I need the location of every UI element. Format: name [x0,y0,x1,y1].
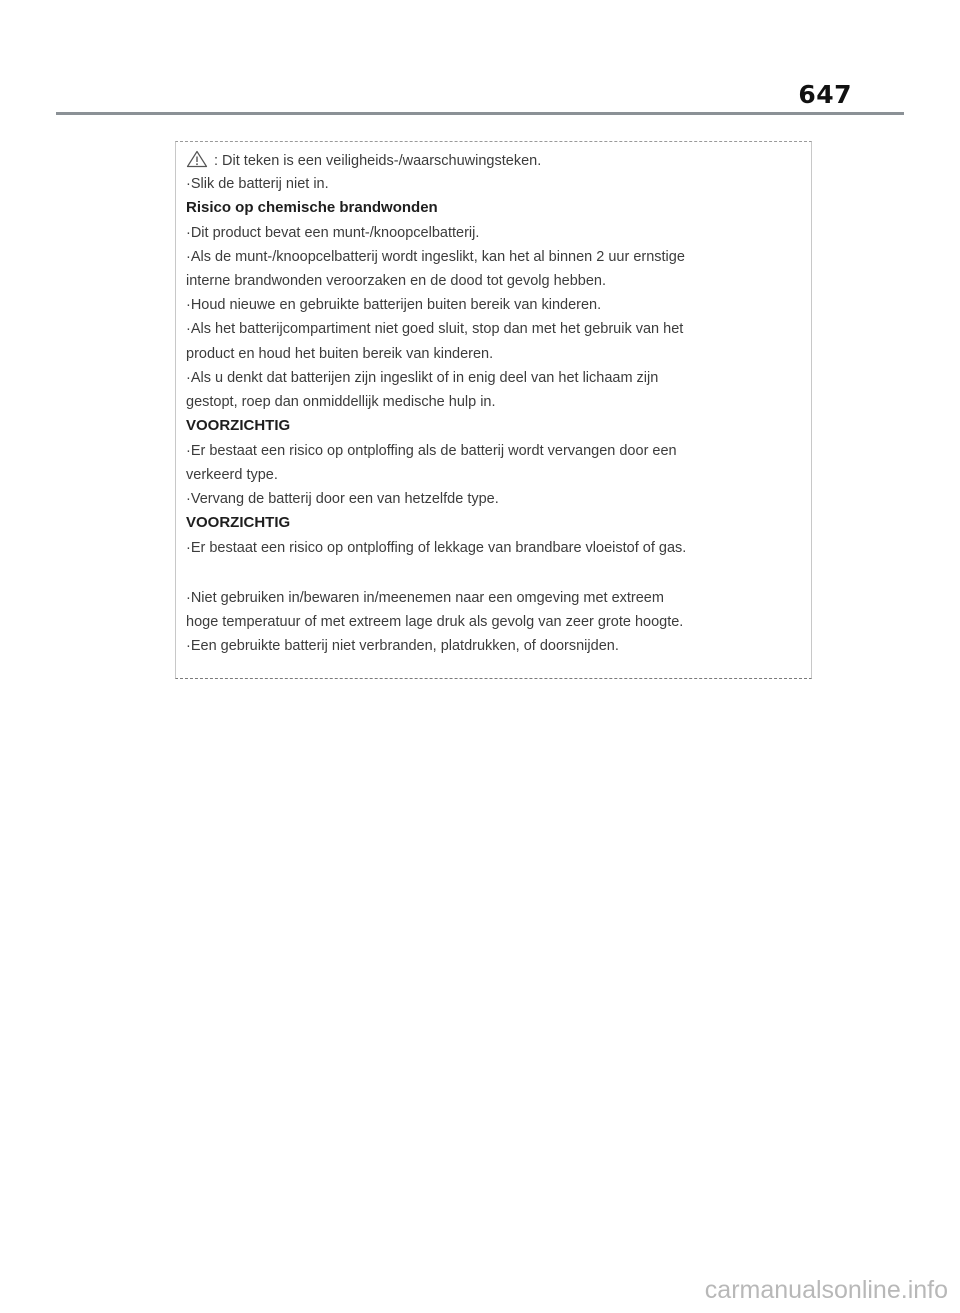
text-line: interne brandwonden veroorzaken en de dood tot gevolg hebben. [186,273,607,289]
text-line: verkeerd type. [186,467,278,483]
header-rule [56,112,904,115]
text-line: ·Als u denkt dat batterijen zijn ingeslikt of in enig deel van het lichaam zijn [186,370,659,386]
text-line: ·Niet gebruiken in/bewaren in/meenemen naar een omgeving met extreem [186,590,664,606]
warning-intro-text: : Dit teken is een veiligheids-/waarschuwingsteken. [214,153,542,169]
text-line: ·Er bestaat een risico op ontploffing of lekkage van brandbare vloeistof of gas. [186,540,687,556]
caution-heading: VOORZICHTIG [186,417,291,434]
text-line: ·Als de munt-/knoopcelbatterij wordt ingeslikt, kan het al binnen 2 uur ernstige [186,249,685,265]
watermark: carmanualsonline.info [704,1276,948,1304]
text-line: ·Een gebruikte batterij niet verbranden, platdrukken, of doorsnijden. [186,638,619,654]
section-heading: Risico op chemische brandwonden [186,199,438,216]
caution-heading: VOORZICHTIG [186,514,291,531]
text-line: ·Slik de batterij niet in. [186,176,329,192]
page-number: 647 [798,80,852,109]
text-line: ·Als het batterijcompartiment niet goed sluit, stop dan met het gebruik van het [186,321,684,337]
text-line: ·Er bestaat een risico op ontploffing als de batterij wordt vervangen door een [186,443,677,459]
warning-triangle-icon [186,150,208,168]
warning-intro-line [186,150,541,170]
text-line: product en houd het buiten bereik van kinderen. [186,346,494,362]
text-line: ·Dit product bevat een munt-/knoopcelbatterij. [186,225,480,241]
text-line: ·Houd nieuwe en gebruikte batterijen buiten bereik van kinderen. [186,297,602,313]
text-line: ·Vervang de batterij door een van hetzelfde type. [186,491,499,507]
text-line: hoge temperatuur of met extreem lage druk als gevolg van zeer grote hoogte. [186,614,684,630]
text-line: gestopt, roep dan onmiddellijk medische hulp in. [186,394,496,410]
